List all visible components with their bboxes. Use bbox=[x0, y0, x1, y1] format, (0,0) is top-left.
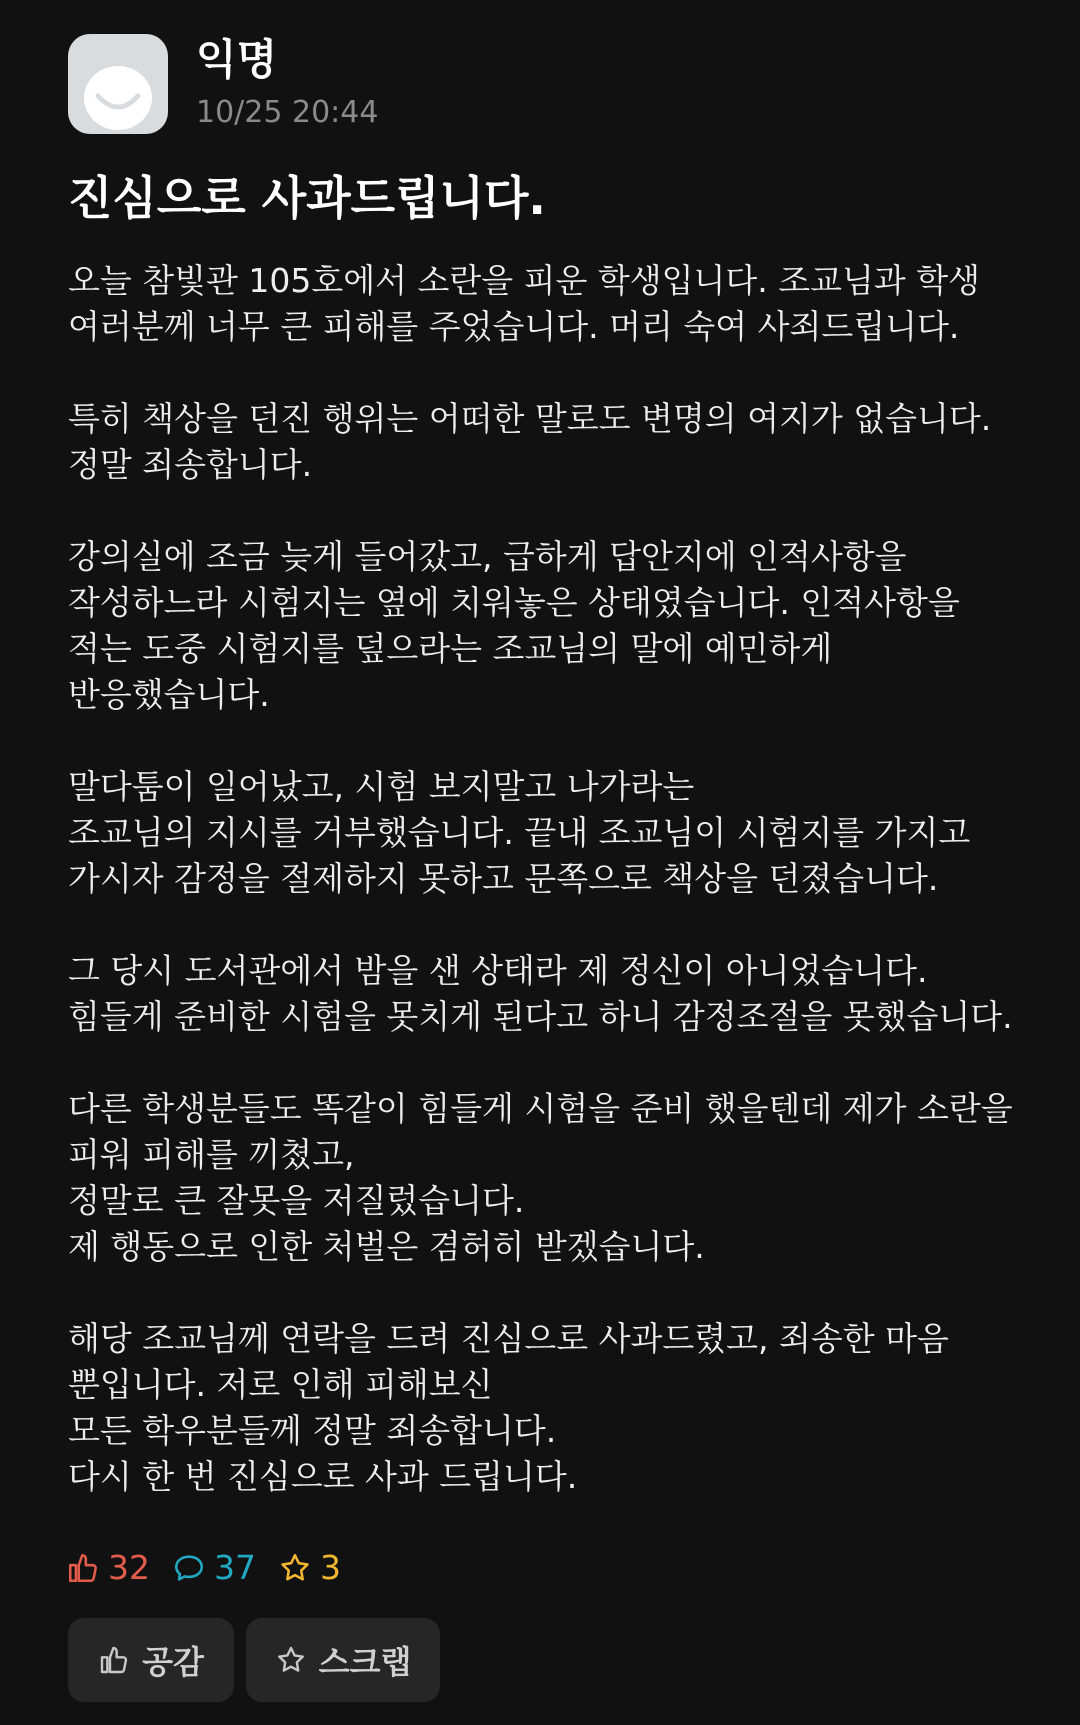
body-line: 다른 학생분들도 똑같이 힘들게 시험을 준비 했을텐데 제가 소란을 bbox=[68, 1089, 1013, 1128]
comment-count-value: 37 bbox=[214, 1548, 256, 1587]
paragraph-spacer bbox=[68, 350, 1028, 396]
paragraph-spacer bbox=[68, 488, 1028, 534]
comment-count bbox=[172, 1548, 256, 1587]
post-header bbox=[68, 34, 378, 134]
body-line: 조교님의 지시를 거부했습니다. 끝내 조교님이 시험지를 가지고 bbox=[68, 813, 971, 852]
body-line: 가시자 감정을 절제하지 못하고 문쪽으로 책상을 던졌습니다. bbox=[68, 859, 939, 898]
body-line: 해당 조교님께 연락을 드려 진심으로 사과드렸고, 죄송한 마음 bbox=[68, 1319, 949, 1358]
paragraph-spacer bbox=[68, 902, 1028, 948]
scrap-count-value: 3 bbox=[320, 1548, 341, 1587]
like-count-value: 32 bbox=[108, 1548, 150, 1587]
scrap-button-label: 스크랩 bbox=[318, 1643, 412, 1681]
empathy-button-label: 공감 bbox=[142, 1643, 204, 1681]
author-name: 익명 bbox=[196, 35, 278, 84]
post-timestamp: 10/25 20:44 bbox=[196, 95, 379, 130]
post-body bbox=[68, 258, 1028, 1500]
post-stats bbox=[66, 1548, 363, 1587]
star-icon bbox=[275, 1644, 307, 1676]
body-line: 정말로 큰 잘못을 저질렀습니다. bbox=[68, 1181, 525, 1220]
thumbs-up-icon bbox=[98, 1644, 130, 1676]
body-line: 여러분께 너무 큰 피해를 주었습니다. 머리 숙여 사죄드립니다. bbox=[68, 307, 960, 346]
scrap-count bbox=[278, 1548, 341, 1587]
body-line: 강의실에 조금 늦게 들어갔고, 급하게 답안지에 인적사항을 bbox=[68, 537, 907, 576]
star-icon bbox=[278, 1551, 312, 1585]
body-line: 반응했습니다. bbox=[68, 675, 270, 714]
empathy-button[interactable] bbox=[68, 1618, 234, 1702]
speech-bubble-icon bbox=[172, 1551, 206, 1585]
like-count bbox=[66, 1548, 150, 1587]
body-line: 힘들게 준비한 시험을 못치게 된다고 하니 감정조절을 못했습니다. bbox=[68, 997, 1013, 1036]
avatar[interactable] bbox=[68, 34, 168, 134]
scrap-button[interactable] bbox=[246, 1618, 440, 1702]
body-line: 특히 책상을 던진 행위는 어떠한 말로도 변명의 여지가 없습니다. bbox=[68, 399, 992, 438]
post-actions bbox=[68, 1618, 452, 1702]
paragraph-spacer bbox=[68, 718, 1028, 764]
post-meta bbox=[196, 35, 378, 133]
body-line: 정말 죄송합니다. bbox=[68, 445, 313, 484]
body-line: 그 당시 도서관에서 밤을 샌 상태라 제 정신이 아니었습니다. bbox=[68, 951, 928, 990]
paragraph-spacer bbox=[68, 1040, 1028, 1086]
body-line: 뿐입니다. 저로 인해 피해보신 bbox=[68, 1365, 493, 1404]
body-line: 작성하느라 시험지는 옆에 치워놓은 상태였습니다. 인적사항을 bbox=[68, 583, 960, 622]
body-line: 적는 도중 시험지를 덮으라는 조교님의 말에 예민하게 bbox=[68, 629, 833, 668]
body-line: 피워 피해를 끼쳤고, bbox=[68, 1135, 355, 1174]
body-line: 말다툼이 일어났고, 시험 보지말고 나가라는 bbox=[68, 767, 695, 806]
body-line: 오늘 참빛관 105호에서 소란을 피운 학생입니다. 조교님과 학생 bbox=[68, 261, 980, 300]
thumbs-up-icon bbox=[66, 1551, 100, 1585]
body-line: 다시 한 번 진심으로 사과 드립니다. bbox=[68, 1457, 578, 1496]
post-title: 진심으로 사과드립니다. bbox=[68, 171, 546, 225]
paragraph-spacer bbox=[68, 1270, 1028, 1316]
body-line: 모든 학우분들께 정말 죄송합니다. bbox=[68, 1411, 557, 1450]
default-profile-icon bbox=[68, 34, 168, 134]
body-line: 제 행동으로 인한 처벌은 겸허히 받겠습니다. bbox=[68, 1227, 705, 1266]
